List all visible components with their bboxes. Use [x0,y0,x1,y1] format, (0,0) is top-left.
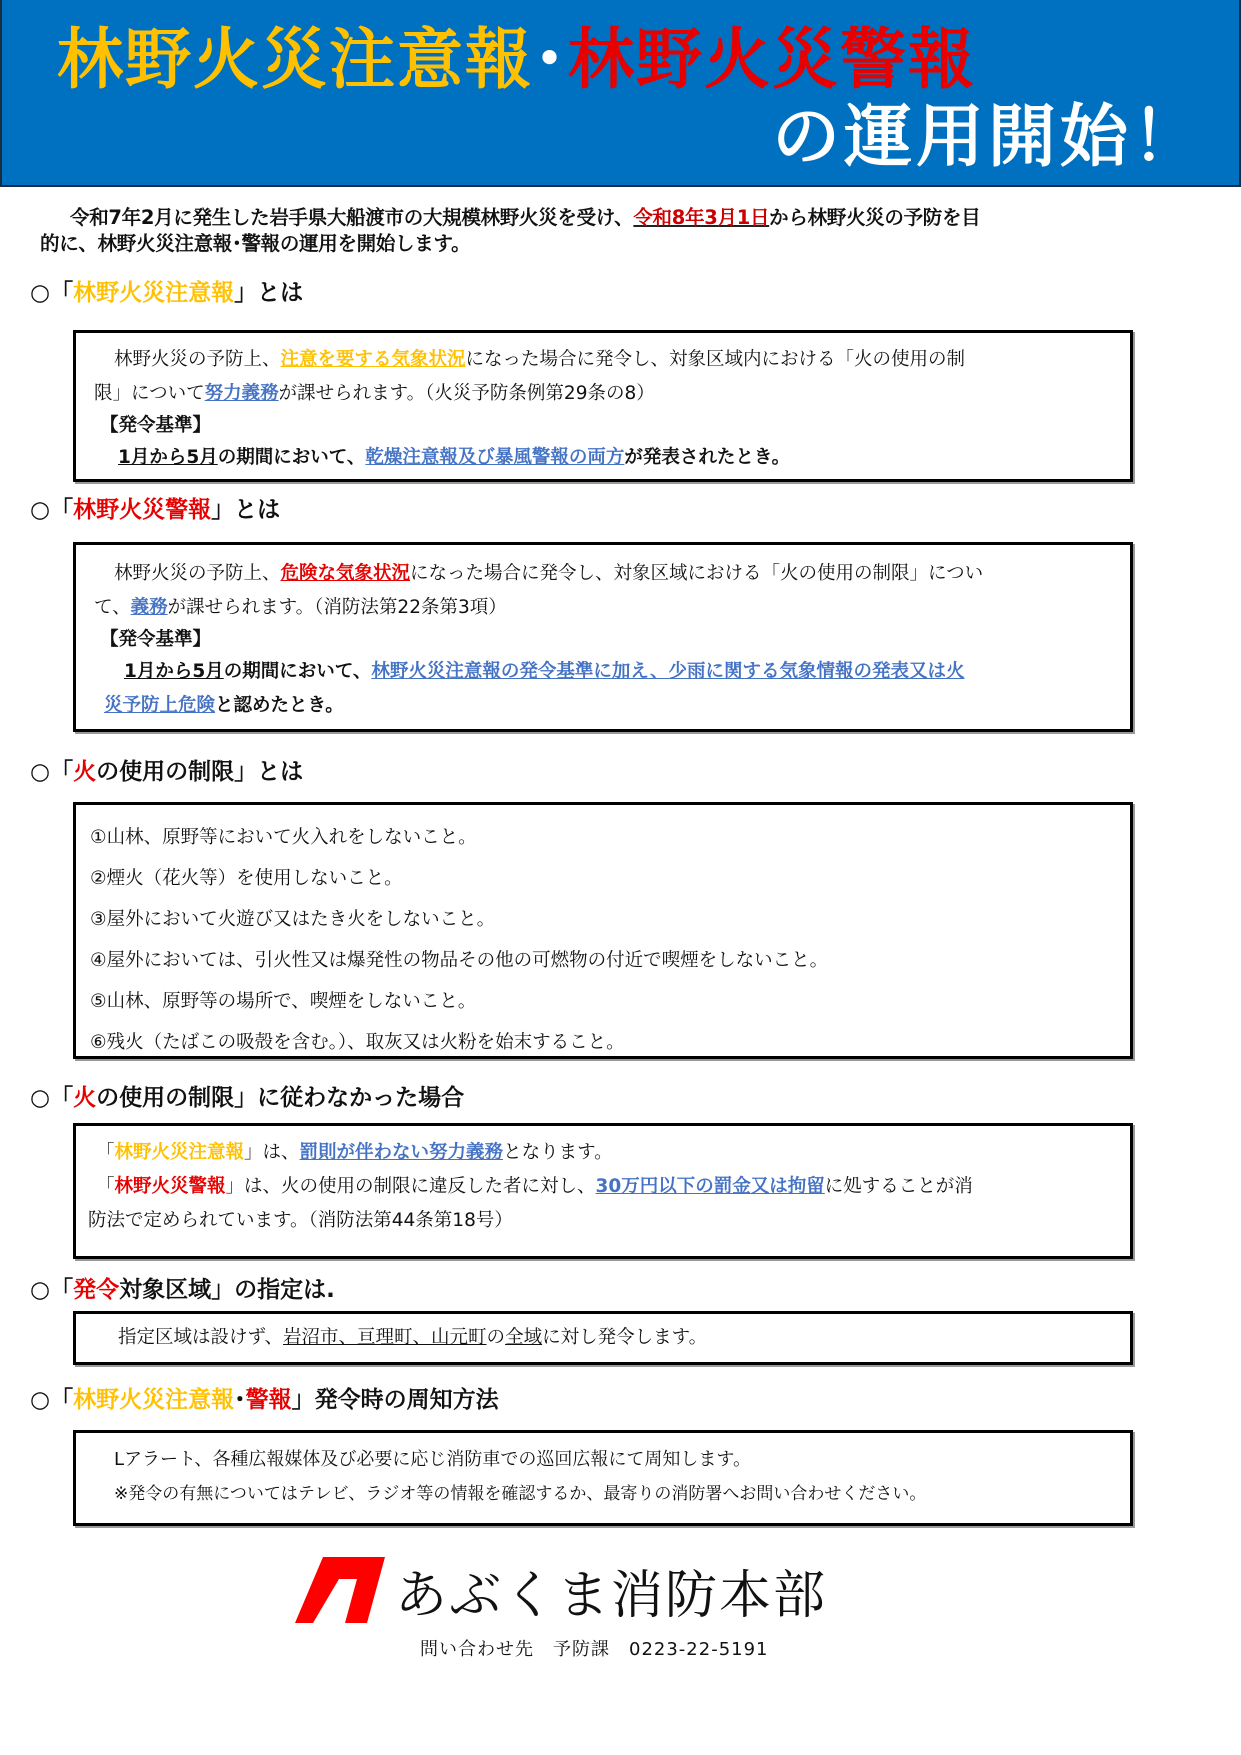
text: て、 [94,597,131,618]
text: の期間において、 [223,661,372,682]
text: が発表されたとき。 [624,447,791,468]
notification-note: ※発令の有無についてはテレビ、ラジオ等の情報を確認するか、最寄りの消防署へお問い合わせください。 [114,1484,927,1504]
box-violation [73,1123,1133,1259]
heading-suffix: 」発令時の周知方法 [291,1387,499,1413]
text: 」は、火の使用の制限に違反した者に対し、 [225,1176,596,1197]
criteria-condition: 乾燥注意報及び暴風警報の両方 [365,447,625,468]
intro-text-after: から林野火災の予防を目 [769,206,981,229]
text: が課せられます。（火災予防条例第29条の8） [278,383,655,404]
text: 指定区域は設けず、 [118,1327,284,1348]
advisory-criteria [94,441,1130,475]
warning-obligation: 義務 [130,597,168,618]
restriction-item: ①山林、原野等において火入れをしないこと。 [90,827,477,848]
text: に処することが消 [824,1176,973,1197]
text: の期間において、 [217,447,366,468]
notification-method: Lアラート、各種広報媒体及び必要に応じ消防車での巡回広報にて周知します。 [114,1449,751,1470]
criteria-period: 1月から5月 [124,661,224,682]
banner-title-line1 [57,20,976,100]
area-entire: 全域 [505,1327,543,1348]
heading-suffix: 」とは [211,497,281,523]
section-heading-restrictions [30,757,303,787]
warning-penalty: 30万円以下の罰金又は拘留 [595,1176,825,1197]
violation-advisory [96,1136,1130,1170]
text: となります。 [503,1142,613,1163]
heading-prefix: ○「 [30,1277,74,1303]
heading-prefix: ○「 [30,280,74,306]
criteria-period: 1月から5月 [118,447,218,468]
title-banner [0,0,1241,187]
banner-title-warning: 林野火災警報 [568,21,976,98]
banner-separator: ･ [533,21,568,98]
section-heading-warning [30,495,280,525]
box-area [73,1311,1133,1365]
advisory-condition: 注意を要する気象状況 [280,349,466,370]
text: の [486,1327,506,1348]
advisory-criteria-label: 【発令基準】 [100,415,212,436]
intro-start-date: 令和8年3月1日 [633,206,770,229]
box-notification [73,1430,1133,1526]
warning-criteria-line2 [94,689,1130,723]
banner-title-advisory: 林野火災注意報 [57,21,533,98]
warning-line1 [94,557,1130,591]
heading-suffix: の使用の制限」とは [96,759,304,785]
advisory-obligation: 努力義務 [204,383,279,404]
text: になった場合に発令し、対象区域における「火の使用の制限」につい [410,563,984,584]
heading-highlight: 火 [73,1085,97,1111]
restriction-item: ②煙火（花火等）を使用しないこと。 [90,868,403,889]
text: 林野火災の予防上、 [114,563,281,584]
area-municipalities: 岩沼市、亘理町、山元町 [283,1327,487,1348]
box-restrictions [73,802,1133,1059]
advisory-line1 [94,343,1130,377]
text: が課せられます。（消防法第22条第3項） [167,597,507,618]
warning-line2 [94,591,1130,625]
text: と認めたとき。 [215,695,344,716]
warning-criteria-label: 【発令基準】 [100,629,212,650]
restriction-item: ④屋外においては、引火性又は爆発性の物品その他の可燃物の付近で喫煙をしないこと。 [90,950,829,971]
heading-highlight-advisory: 林野火災注意報 [73,1387,235,1413]
heading-highlight-warning: 警報 [245,1387,292,1413]
criteria-condition-cont: 災予防上危険 [104,695,216,716]
heading-suffix: 対象区域」の指定は. [119,1277,335,1303]
heading-highlight: 発令 [73,1277,120,1303]
heading-prefix: ○「 [30,1387,74,1413]
heading-highlight: 火 [73,759,97,785]
footer-logo [295,1555,827,1625]
text: に対し発令します。 [542,1327,708,1348]
criteria-condition: 林野火災注意報の発令基準に加え、少雨に関する気象情報の発表又は火 [371,661,965,682]
box-warning [73,542,1133,732]
restriction-item: ⑥残火（たばこの吸殻を含む。）、取灰又は火粉を始末すること。 [90,1032,625,1053]
intro-paragraph [40,205,1210,257]
section-heading-violation [30,1083,464,1113]
section-heading-area [30,1275,335,1305]
heading-suffix: 」とは [234,280,304,306]
area-text [118,1321,1130,1355]
heading-prefix: ○「 [30,497,74,523]
warning-condition: 危険な気象状況 [280,563,411,584]
text: 林野火災の予防上、 [114,349,281,370]
text: 「 [96,1142,115,1163]
violation-law-ref: 防法で定められています。（消防法第44条第18号） [88,1210,513,1231]
abukuma-logo-icon [295,1557,385,1623]
intro-text-line2: 的に、林野火災注意報･警報の運用を開始します。 [40,232,471,255]
restriction-item: ⑤山林、原野等の場所で、喫煙をしないこと。 [90,991,477,1012]
warning-criteria-line1 [94,655,1130,689]
heading-separator: ･ [234,1387,246,1413]
section-heading-notification [30,1385,499,1415]
section-heading-advisory [30,278,303,308]
violation-warning [96,1170,1130,1204]
text: 「 [96,1176,115,1197]
intro-text-before: 令和7年2月に発生した岩手県大船渡市の大規模林野火災を受け、 [70,206,634,229]
heading-prefix: ○「 [30,759,74,785]
advisory-line2 [94,377,1130,411]
heading-highlight: 林野火災警報 [73,497,212,523]
heading-suffix: の使用の制限」に従わなかった場合 [96,1085,465,1111]
restriction-item: ③屋外において火遊び又はたき火をしないこと。 [90,909,496,930]
box-advisory [73,330,1133,482]
advisory-name: 林野火災注意報 [114,1142,245,1163]
text: になった場合に発令し、対象区域内における「火の使用の制 [465,349,966,370]
text: 限」について [94,383,205,404]
banner-title-line2: の運用開始！ [772,98,1205,177]
warning-name: 林野火災警報 [114,1176,226,1197]
heading-prefix: ○「 [30,1085,74,1111]
contact-info: 問い合わせ先 予防課 0223-22-5191 [420,1639,769,1660]
text: 」は、 [244,1142,300,1163]
organization-name: あぶくま消防本部 [395,1565,828,1626]
advisory-penalty: 罰則が伴わない努力義務 [299,1142,504,1163]
heading-highlight: 林野火災注意報 [73,280,235,306]
